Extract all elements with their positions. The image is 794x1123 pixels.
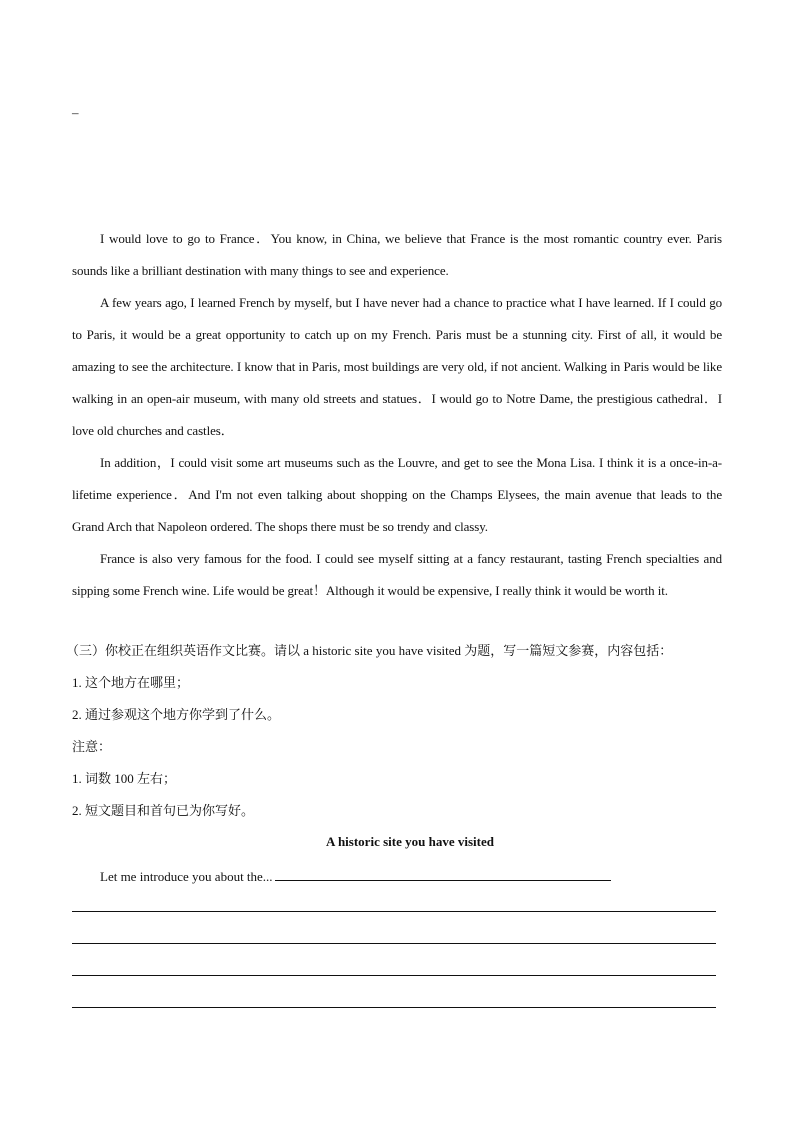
note-label: 注意： bbox=[72, 739, 112, 754]
note-1: 1. 词数 100 左右； bbox=[72, 771, 177, 786]
answer-line[interactable] bbox=[72, 912, 716, 944]
answer-line[interactable] bbox=[72, 976, 716, 1008]
first-answer-blank[interactable] bbox=[275, 858, 611, 881]
first-sentence: Let me introduce you about the... bbox=[100, 869, 273, 884]
task-point-2: 2. 通过参观这个地方你学到了什么。 bbox=[72, 707, 281, 722]
essay-paragraph-4: France is also very famous for the food. I could see myself sitting at a fancy restaurant, tasting French specialties and sipping some French wine. Life would be great！Although it would be expensive, I really think it would be worth it. bbox=[72, 551, 722, 598]
answer-lines bbox=[72, 880, 716, 1008]
essay-paragraph-2: A few years ago, I learned French by myself, but I have never had a chance to practice what I have learned. If I could go to Paris, it would be a great opportunity to catch up on my French. Paris must be a stunning city. First of all, it would be amazing to see the architecture. I know that in Paris, most buildings are very old, if not ancient. Walking in Paris would be like walking in an open-air museum, with many old streets and statues．I would go to Notre Dame, the prestigious cathedral．I love old churches and castles． bbox=[72, 295, 722, 438]
header-dash: – bbox=[72, 105, 79, 120]
essay-paragraph-3: In addition，I could visit some art museums such as the Louvre, and get to see the Mona Lisa. I think it is a once-in-a-lifetime experience．And I'm not even talking about shopping on the Champs Elysees, the main avenue that leads to the Grand Arch that Napoleon ordered. The shops there must be so trendy and classy. bbox=[72, 455, 722, 534]
writing-task bbox=[66, 635, 732, 827]
sample-essay bbox=[72, 223, 722, 607]
task-instruction: （三）你校正在组织英语作文比赛。请以 a historic site you have visited 为题，写一篇短文参赛，内容包括： bbox=[66, 643, 673, 658]
note-2: 2. 短文题目和首句已为你写好。 bbox=[72, 803, 255, 818]
essay-title: A historic site you have visited bbox=[326, 834, 494, 849]
task-point-1: 1. 这个地方在哪里； bbox=[72, 675, 190, 690]
answer-line[interactable] bbox=[72, 880, 716, 912]
answer-line[interactable] bbox=[72, 944, 716, 976]
essay-paragraph-1: I would love to go to France．You know, in China, we believe that France is the most romantic country ever. Paris sounds like a brilliant destination with many things to see and experience. bbox=[72, 231, 722, 278]
